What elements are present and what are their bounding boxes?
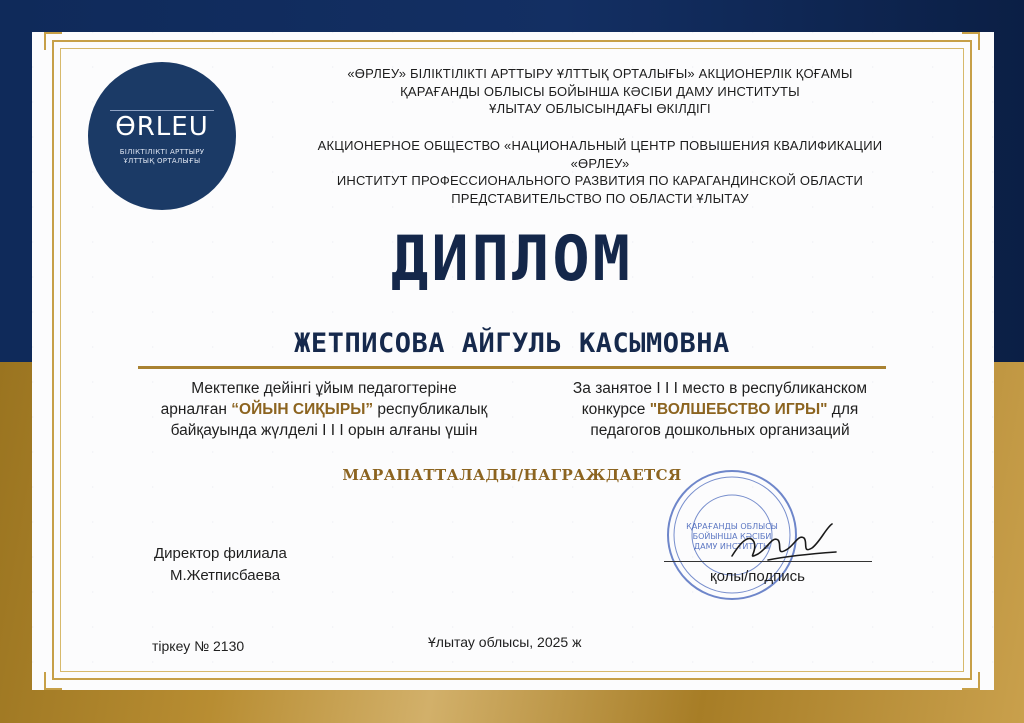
signature-label: қолы/подпись — [710, 568, 805, 585]
award-heading: МАРАПАТТАЛАДЫ/НАГРАЖДАЕТСЯ — [342, 466, 682, 484]
director-name: М.Жетписбаева — [170, 567, 281, 584]
description-line — [524, 399, 916, 420]
handwritten-signature — [728, 520, 840, 570]
organization-header-ru — [262, 137, 938, 207]
header-line: «ӨРЛЕУ» БІЛІКТІЛІКТІ АРТТЫРУ ҰЛТТЫҚ ОРТАЛЫҒЫ» АКЦИОНЕРЛІК ҚОҒАМЫ — [347, 66, 853, 81]
name-underline — [138, 366, 886, 369]
header-line: ҰЛЫТАУ ОБЛЫСЫНДАҒЫ ӨКІЛДІГІ — [489, 101, 711, 116]
logo-divider — [110, 110, 214, 111]
recipient-name: ЖЕТПИСОВА АЙГУЛЬ КАСЫМОВНА — [294, 328, 730, 359]
header-line: ҚАРАҒАНДЫ ОБЛЫСЫ БОЙЫНША КӘСІБИ ДАМУ ИНСТИТУТЫ — [400, 83, 800, 99]
header-line: ПРЕДСТАВИТЕЛЬСТВО ПО ОБЛАСТИ ҰЛЫТАУ — [451, 190, 749, 206]
frame-corner — [962, 672, 980, 690]
logo-subtitle — [88, 148, 236, 166]
organization-header-kk — [262, 65, 938, 118]
contest-name-ru: "ВОЛШЕБСТВО ИГРЫ" — [649, 401, 828, 418]
description-line — [128, 399, 520, 420]
registration-number: тіркеу № 2130 — [152, 638, 245, 654]
frame-corner — [44, 32, 62, 50]
description-line: байқауында жүлделі I I I орын алғаны үшін — [170, 422, 478, 439]
stamp-text: ДАМУ ИНСТИТУТЫ — [693, 542, 771, 551]
frame-corner — [962, 32, 980, 50]
description-line: педагогов дошкольных организаций — [590, 422, 850, 439]
description-line: За занятое I I I место в республиканском — [572, 380, 868, 397]
header-line: АКЦИОНЕРНОЕ ОБЩЕСТВО «НАЦИОНАЛЬНЫЙ ЦЕНТР ПОВЫШЕНИЯ КВАЛИФИКАЦИИ — [317, 138, 883, 153]
description-ru — [524, 378, 916, 441]
logo-subtitle-line: ҰЛТТЫҚ ОРТАЛЫҒЫ — [123, 157, 201, 165]
director-title: Директор филиала — [154, 545, 287, 562]
header-line: «ӨРЛЕУ» — [570, 155, 630, 171]
text-span: для — [827, 401, 859, 418]
contest-name-kk: “ОЙЫН СИҚЫРЫ” — [231, 401, 374, 418]
logo-wordmark: ӨRLEU — [115, 112, 209, 142]
description-line: Мектепке дейінгі ұйым педагогтеріне — [191, 380, 457, 397]
frame-corner — [44, 672, 62, 690]
stamp-text: БОЙЫНША КӘСІБИ — [692, 532, 772, 541]
place-and-date: Ұлытау облысы, 2025 ж — [428, 634, 582, 650]
orleu-logo — [88, 62, 236, 210]
logo-subtitle-line: БІЛІКТІЛІКТІ АРТТЫРУ — [119, 148, 205, 156]
header-line: ИНСТИТУТ ПРОФЕССИОНАЛЬНОГО РАЗВИТИЯ ПО КАРАГАНДИНСКОЙ ОБЛАСТИ — [336, 173, 864, 188]
description-kk — [128, 378, 520, 441]
text-span: конкурсе — [581, 401, 650, 418]
diploma-title: ДИПЛОМ — [391, 222, 633, 295]
stamp-text: ҚАРАҒАНДЫ ОБЛЫСЫ — [686, 522, 778, 531]
signature-line — [664, 561, 872, 562]
text-span: арналған — [160, 401, 232, 418]
text-span: республикалық — [373, 401, 488, 418]
